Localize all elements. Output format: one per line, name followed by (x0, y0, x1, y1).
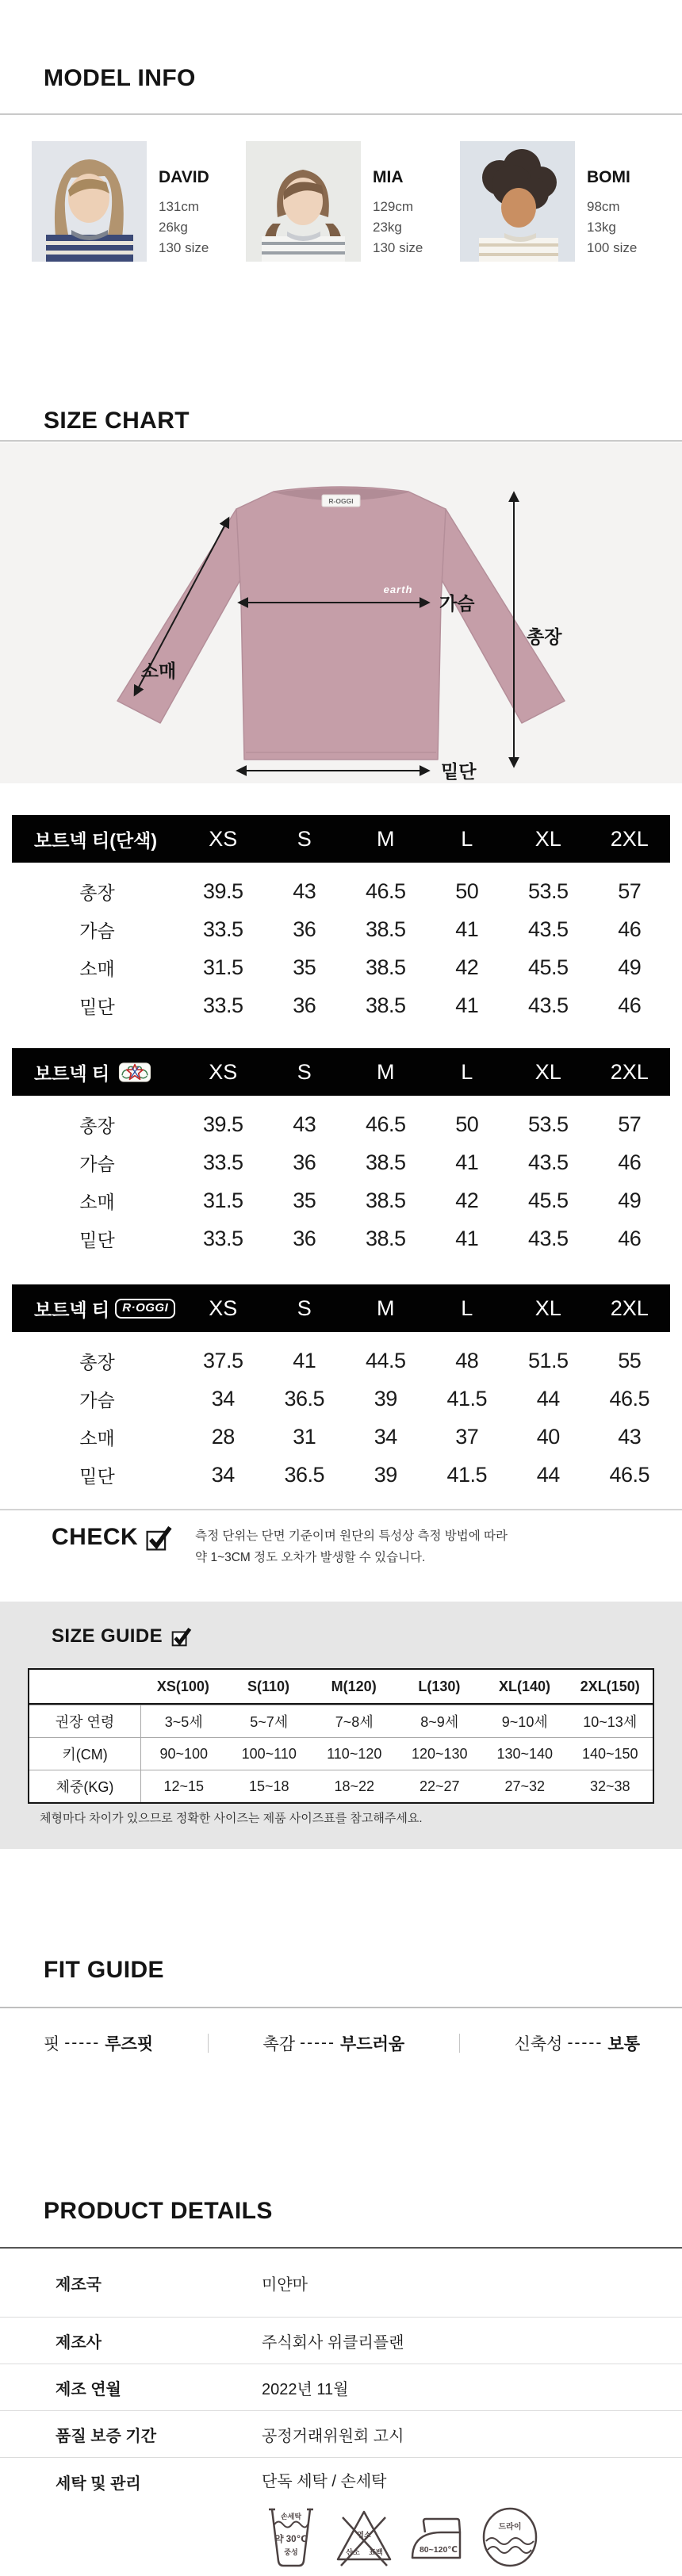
measurement-value: 34 (211, 1462, 235, 1487)
measurement-value: 43.5 (527, 1226, 569, 1250)
measurement-value: 45.5 (527, 1188, 569, 1212)
divider (0, 440, 682, 442)
measurement-value: 41 (455, 917, 479, 941)
measurement-value: 38.5 (365, 1226, 406, 1250)
size-guide-title: SIZE GUIDE (52, 1625, 163, 1647)
model-info-block (159, 141, 209, 262)
measurement-value: 46 (618, 1226, 642, 1250)
fit-guide-title: FIT GUIDE (44, 1957, 164, 1983)
no-bleach-icon (335, 2505, 393, 2567)
sleeve-label: 소매 (140, 660, 177, 681)
fit-item (515, 2031, 640, 2055)
model-name: MIA (373, 168, 404, 186)
size-guide-value: 8~9세 (420, 1714, 459, 1730)
measurement-value: 57 (618, 878, 642, 903)
checkbox-check-icon (170, 1626, 192, 1648)
size-column-header: XL (534, 1296, 561, 1320)
measurement-label: 밑단 (79, 996, 115, 1017)
measurement-value: 39 (374, 1386, 397, 1410)
size-column-header: 2XL (610, 1059, 649, 1084)
measurement-value: 46 (618, 917, 642, 941)
model-weight: 26kg (159, 220, 188, 235)
measurement-label: 가슴 (79, 1153, 115, 1174)
measurement-value: 53.5 (527, 1112, 569, 1136)
product-detail-value (262, 2329, 404, 2352)
fit-dashes: ----- (64, 2034, 101, 2052)
measurement-row (12, 1342, 670, 1380)
dry-clean-icon (481, 2505, 539, 2567)
size-guide-value: 5~7세 (250, 1714, 289, 1730)
measurement-label: 소매 (79, 1427, 115, 1449)
size-table-name: 보트넥 티 (34, 1062, 110, 1084)
check-text-line2: 약 1~3CM 정도 오차가 발생할 수 있습니다. (195, 1551, 426, 1565)
chest-label: 가슴 (439, 593, 475, 614)
measurement-value: 43 (293, 878, 316, 903)
product-detail-label: 제조 연월 (56, 2380, 121, 2398)
product-detail-value-text: 2022년 11월 (262, 2380, 349, 2398)
measurement-value: 35 (293, 955, 316, 979)
model-card (460, 141, 674, 262)
size-guide-header-row (29, 1670, 653, 1705)
product-detail-label: 제조사 (56, 2333, 102, 2352)
measurement-value: 36.5 (284, 1462, 325, 1487)
measurement-value: 48 (455, 1348, 479, 1372)
shirt-right-sleeve (439, 509, 565, 723)
fit-item (263, 2031, 405, 2055)
fit-item-value: 루즈핏 (105, 2035, 154, 2054)
measurement-label: 밑단 (79, 1229, 115, 1250)
size-guide-column-header: XL(140) (499, 1678, 551, 1694)
size-guide-value: 100~110 (241, 1745, 297, 1762)
model-photo (32, 141, 147, 262)
size-guide-row-label: 체중(KG) (29, 1770, 141, 1802)
product-detail-label: 품질 보증 기간 (56, 2427, 157, 2445)
product-detail-value (262, 2376, 348, 2399)
size-guide-value: 120~130 (411, 1745, 468, 1762)
product-detail-row (0, 2318, 682, 2364)
size-table-body (12, 863, 670, 1024)
measurement-value: 43 (618, 1424, 642, 1449)
product-detail-value-text: 공정거래위원회 고시 (262, 2427, 404, 2445)
model-size: 130 size (373, 240, 423, 255)
measurement-row (12, 986, 670, 1024)
neck-tag-label: R-OGGI (328, 497, 354, 505)
length-label: 총장 (527, 626, 562, 647)
model-name: BOMI (587, 168, 630, 186)
measurement-value: 44 (536, 1386, 560, 1410)
measurement-value: 43.5 (527, 917, 569, 941)
care-icon-text: 표백 (369, 2548, 383, 2556)
measurement-value: 39 (374, 1462, 397, 1487)
model-stats (587, 197, 637, 258)
measurement-label: 가슴 (79, 920, 115, 941)
size-guide-heading (52, 1625, 192, 1648)
size-column-header: 2XL (610, 826, 649, 851)
measurement-value: 50 (455, 878, 479, 903)
size-column-header: L (461, 1296, 473, 1320)
measurement-label: 소매 (79, 1191, 115, 1212)
model-info-title: MODEL INFO (44, 65, 196, 91)
measurement-value: 39.5 (202, 1112, 243, 1136)
size-column-header: XL (534, 826, 561, 851)
care-icon-text: 중성 (284, 2548, 298, 2556)
fit-item-value: 부드러움 (340, 2035, 405, 2054)
size-table-name: 보트넥 티 (34, 1299, 110, 1320)
size-table-title (12, 1059, 182, 1085)
size-guide-value: 12~15 (163, 1778, 205, 1794)
measurement-value: 33.5 (202, 917, 243, 941)
size-guide-value: 32~38 (589, 1778, 630, 1794)
fit-divider (208, 2034, 209, 2053)
measurement-value: 41.5 (446, 1462, 488, 1487)
measurement-value: 31 (293, 1424, 316, 1449)
model-size: 100 size (587, 240, 638, 255)
product-detail-row (0, 2249, 682, 2318)
fit-item (44, 2031, 153, 2055)
model-card (32, 141, 246, 262)
size-guide-table (28, 1668, 654, 1804)
size-column-header: M (377, 1059, 395, 1084)
measurement-value: 34 (211, 1386, 235, 1410)
size-column-header: L (461, 1059, 473, 1084)
measurement-value: 41 (293, 1348, 316, 1372)
shirt-measurement-diagram (0, 442, 682, 783)
model-info-block (373, 141, 423, 262)
size-table-header (12, 1048, 670, 1096)
size-guide-value: 3~5세 (164, 1714, 203, 1730)
size-column-header: S (297, 1059, 312, 1084)
measurement-value: 46.5 (365, 1112, 406, 1136)
size-guide-row-label: 권장 연령 (29, 1705, 141, 1737)
product-details-table (0, 2249, 682, 2567)
product-detail-value-text: 미얀마 (262, 2276, 308, 2294)
model-weight: 23kg (373, 220, 402, 235)
model-card (246, 141, 460, 262)
size-guide-value: 27~32 (504, 1778, 546, 1794)
measurement-value: 53.5 (527, 878, 569, 903)
product-detail-value (262, 2468, 539, 2567)
fit-item-label: 신축성 (514, 2035, 563, 2054)
size-guide-note: 체형마다 차이가 있으므로 정확한 사이즈는 제품 사이즈표를 참고해주세요. (40, 1812, 423, 1825)
measurement-value: 43.5 (527, 1150, 569, 1174)
measurement-row (12, 1380, 670, 1418)
care-icon-text: 드라이 (498, 2523, 522, 2532)
size-diagram (0, 442, 682, 783)
model-stats (159, 197, 209, 258)
measurement-row (12, 1418, 670, 1456)
measurement-value: 49 (618, 1188, 642, 1212)
measurement-value: 38.5 (365, 993, 406, 1017)
measurement-value: 28 (211, 1424, 235, 1449)
size-guide-value: 18~22 (334, 1778, 375, 1794)
measurement-value: 46.5 (365, 878, 406, 903)
fit-dashes: ----- (300, 2034, 336, 2052)
measurement-value: 38.5 (365, 917, 406, 941)
product-detail-value (262, 2272, 308, 2295)
model-height: 98cm (587, 199, 620, 214)
measurement-value: 36.5 (284, 1386, 325, 1410)
measurement-value: 41 (455, 1226, 479, 1250)
measurement-value: 39.5 (202, 878, 243, 903)
product-details-title: PRODUCT DETAILS (44, 2198, 273, 2224)
measurement-label: 소매 (79, 958, 115, 979)
size-table-header (12, 1284, 670, 1332)
size-column-header: XL (534, 1059, 561, 1084)
fit-dashes: ----- (567, 2034, 603, 2052)
measurement-value: 34 (374, 1424, 397, 1449)
size-guide-value: 9~10세 (501, 1714, 548, 1730)
product-detail-label: 제조국 (56, 2276, 102, 2294)
model-stats (373, 197, 423, 258)
product-detail-value (262, 2423, 404, 2446)
check-heading (52, 1524, 173, 1552)
measurement-row (12, 1143, 670, 1181)
hem-label: 밑단 (441, 761, 477, 782)
model-height: 131cm (159, 199, 200, 214)
measurement-label: 가슴 (79, 1389, 115, 1410)
model-photo (460, 141, 575, 262)
size-table-title (12, 826, 182, 852)
product-detail-row (0, 2411, 682, 2458)
model-weight: 13kg (587, 220, 616, 235)
size-table-roggi (12, 1284, 670, 1494)
size-guide-value: 22~27 (419, 1778, 460, 1794)
product-detail-row (0, 2458, 682, 2567)
measurement-value: 50 (455, 1112, 479, 1136)
measurement-row (12, 910, 670, 948)
care-icon-text: 약 30℃ (274, 2535, 308, 2544)
size-guide-value: 10~13세 (583, 1714, 638, 1730)
model-name: DAVID (159, 168, 209, 186)
measurement-value: 36 (293, 1226, 316, 1250)
measurement-value: 42 (455, 1188, 479, 1212)
size-guide-value: 7~8세 (335, 1714, 374, 1730)
measurement-value: 35 (293, 1188, 316, 1212)
measurement-value: 55 (618, 1348, 642, 1372)
size-guide-column-header: S(110) (247, 1678, 290, 1694)
measurement-row (12, 948, 670, 986)
measurement-value: 46.5 (609, 1386, 650, 1410)
measurement-value: 41.5 (446, 1386, 488, 1410)
measurement-value: 49 (618, 955, 642, 979)
measurement-value: 42 (455, 955, 479, 979)
measurement-value: 44.5 (365, 1348, 406, 1372)
check-text (195, 1525, 508, 1568)
size-guide-row (29, 1705, 653, 1737)
checkbox-check-icon (144, 1524, 173, 1552)
measurement-value: 46 (618, 993, 642, 1017)
size-table-name: 보트넥 티(단색) (34, 829, 158, 851)
check-title: CHECK (52, 1524, 139, 1550)
care-icon-text: 손세탁 (280, 2513, 302, 2520)
measurement-value: 46.5 (609, 1462, 650, 1487)
size-column-header: L (461, 826, 473, 851)
care-icon-row (262, 2505, 539, 2567)
model-size: 130 size (159, 240, 209, 255)
size-guide-value: 140~150 (581, 1745, 638, 1762)
measurement-value: 41 (455, 1150, 479, 1174)
model-info-block (587, 141, 637, 262)
roggi-logo-badge: R·OGGI (115, 1299, 175, 1319)
measurement-value: 37.5 (202, 1348, 243, 1372)
size-guide-column-header: XS(100) (156, 1678, 209, 1694)
doodle-wings-star-logo (118, 1061, 151, 1083)
measurement-row (12, 1456, 670, 1494)
care-icon-text: 80~120℃ (419, 2545, 458, 2555)
model-list (32, 141, 674, 262)
check-text-line1: 측정 단위는 단면 기준이며 원단의 특성상 측정 방법에 따라 (195, 1529, 508, 1543)
size-column-header: XS (209, 1296, 238, 1320)
check-section (52, 1524, 508, 1568)
measurement-value: 45.5 (527, 955, 569, 979)
fit-guide-items (44, 2031, 640, 2055)
size-column-header: S (297, 1296, 312, 1320)
shirt-body (236, 487, 446, 760)
measurement-value: 57 (618, 1112, 642, 1136)
measurement-value: 33.5 (202, 1150, 243, 1174)
size-guide-column-header: L(130) (418, 1678, 461, 1694)
product-detail-row (0, 2364, 682, 2411)
divider (0, 1509, 682, 1510)
product-detail-value-text: 단독 세탁 / 손세탁 (262, 2473, 387, 2490)
measurement-value: 43.5 (527, 993, 569, 1017)
model-photo-illustration (32, 141, 147, 262)
size-table-title (12, 1296, 182, 1322)
size-table-doodle (12, 1048, 670, 1257)
size-table-body (12, 1096, 670, 1257)
size-table-body (12, 1332, 670, 1494)
measurement-value: 36 (293, 993, 316, 1017)
size-guide-value: 110~120 (327, 1745, 382, 1762)
size-guide-row (29, 1737, 653, 1770)
size-column-header: XS (209, 1059, 238, 1084)
size-table-header (12, 815, 670, 863)
size-guide-section (0, 1602, 682, 1849)
size-chart-title: SIZE CHART (44, 408, 190, 434)
fit-item-label: 촉감 (262, 2035, 296, 2054)
size-guide-column-header: M(120) (331, 1678, 377, 1694)
model-photo-illustration (246, 141, 361, 262)
model-height: 129cm (373, 199, 414, 214)
iron-icon (408, 2505, 466, 2567)
care-icon-text: 염소 (357, 2531, 371, 2539)
size-column-header: M (377, 1296, 395, 1320)
measurement-value: 31.5 (202, 1188, 243, 1212)
care-icon-text: 산소 (346, 2548, 360, 2556)
measurement-value: 46 (618, 1150, 642, 1174)
measurement-value: 38.5 (365, 955, 406, 979)
measurement-label: 밑단 (79, 1465, 115, 1487)
measurement-row (12, 1181, 670, 1219)
size-table-solid (12, 815, 670, 1024)
measurement-label: 총장 (79, 1351, 115, 1372)
size-column-header: S (297, 826, 312, 851)
measurement-value: 36 (293, 917, 316, 941)
measurement-value: 41 (455, 993, 479, 1017)
size-guide-row (29, 1770, 653, 1802)
model-photo (246, 141, 361, 262)
size-guide-row-label: 키(CM) (29, 1738, 141, 1770)
measurement-value: 33.5 (202, 993, 243, 1017)
product-detail-value-text: 주식회사 위클리플랜 (262, 2333, 404, 2352)
measurement-value: 43 (293, 1112, 316, 1136)
size-guide-column-header: 2XL(150) (580, 1678, 640, 1694)
size-guide-value: 15~18 (248, 1778, 289, 1794)
fit-item-label: 핏 (44, 2035, 60, 2054)
measurement-row (12, 872, 670, 910)
measurement-value: 37 (455, 1424, 479, 1449)
product-detail-label: 세탁 및 관리 (56, 2475, 141, 2493)
chest-print-label: earth (383, 584, 413, 595)
measurement-value: 44 (536, 1462, 560, 1487)
measurement-value: 38.5 (365, 1150, 406, 1174)
divider (0, 113, 682, 115)
hand-wash-icon (262, 2505, 320, 2567)
size-column-header: 2XL (610, 1296, 649, 1320)
size-column-header: XS (209, 826, 238, 851)
measurement-row (12, 1105, 670, 1143)
size-guide-value: 130~140 (496, 1745, 554, 1762)
size-guide-corner-cell (29, 1670, 140, 1703)
divider (0, 2007, 682, 2008)
measurement-value: 36 (293, 1150, 316, 1174)
measurement-row (12, 1219, 670, 1257)
measurement-value: 38.5 (365, 1188, 406, 1212)
measurement-value: 33.5 (202, 1226, 243, 1250)
measurement-value: 51.5 (527, 1348, 569, 1372)
size-column-header: M (377, 826, 395, 851)
measurement-value: 40 (536, 1424, 560, 1449)
model-photo-illustration (460, 141, 575, 262)
fit-divider (459, 2034, 460, 2053)
measurement-value: 31.5 (202, 955, 243, 979)
size-guide-value: 90~100 (159, 1745, 209, 1762)
fit-item-value: 보통 (607, 2035, 640, 2054)
measurement-label: 총장 (79, 1115, 115, 1136)
measurement-label: 총장 (79, 882, 115, 903)
